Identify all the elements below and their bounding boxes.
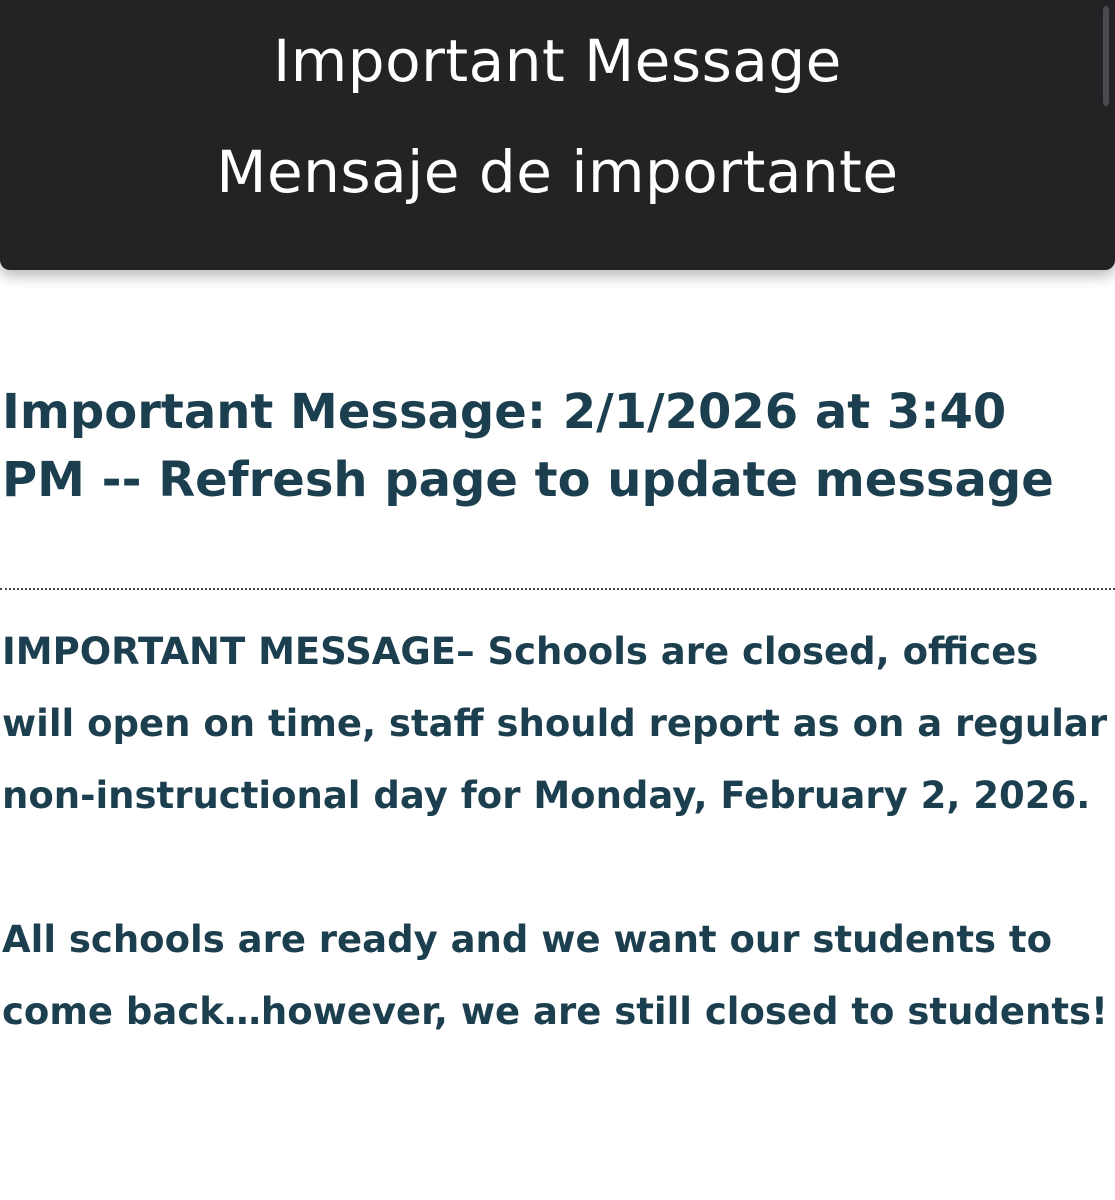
message-paragraph-closure: IMPORTANT MESSAGE– Schools are closed, offices will open on time, staff should report as on a regular non-instructional day for Monday, February 2, 2026. [2,630,1108,817]
message-body [2,616,1112,1048]
dotted-divider [0,588,1115,590]
scrollbar-thumb[interactable] [1103,6,1109,106]
header-title-english: Important Message [273,27,842,95]
message-title: Important Message: 2/1/2026 at 3:40 PM -- Refresh page to update message [2,384,1054,508]
header-banner [0,0,1115,270]
message-paragraph-students: All schools are ready and we want our students to come back…however, we are still closed to students! [2,918,1108,1033]
header-title-spanish: Mensaje de importante [216,138,899,206]
